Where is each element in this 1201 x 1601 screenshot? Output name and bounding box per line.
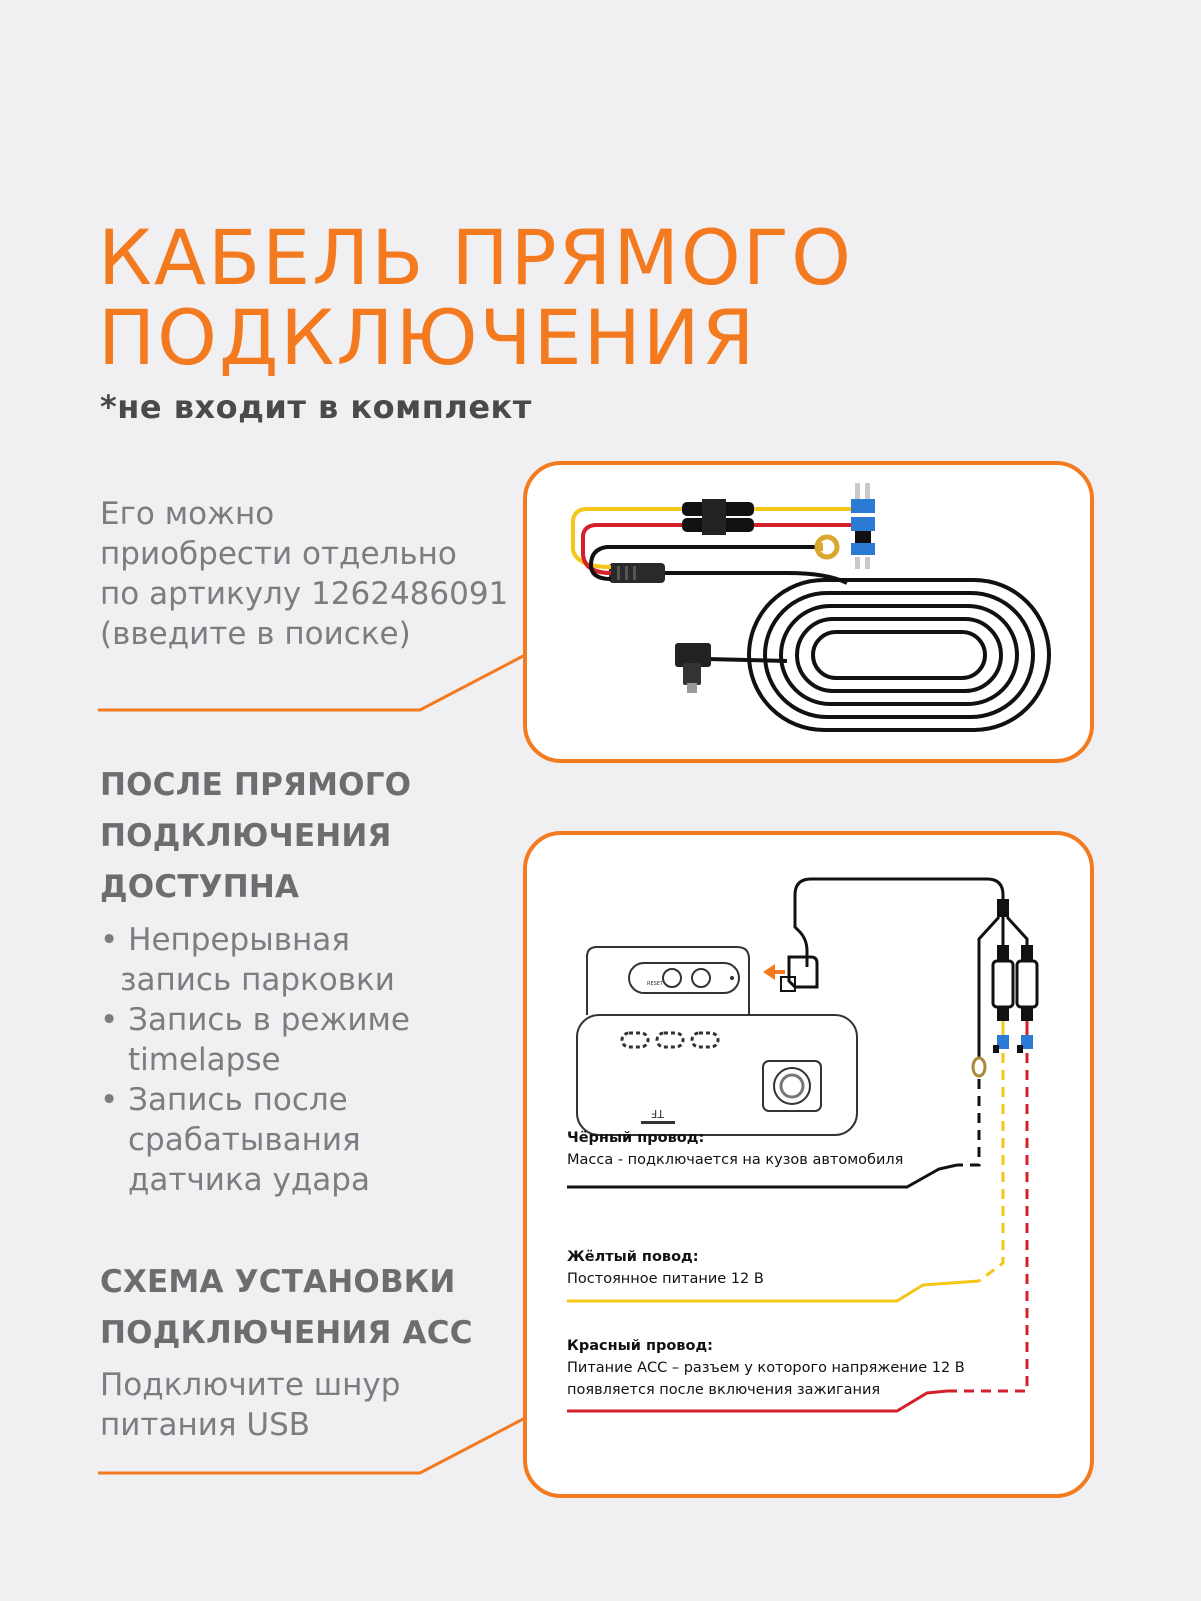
list-item-continuation: timelapse xyxy=(128,1042,281,1078)
list-item-continuation: запись парковки xyxy=(120,962,395,998)
usb-angle-plug-icon xyxy=(675,643,711,693)
after-connection-heading xyxy=(100,760,411,913)
features-list xyxy=(100,920,410,1200)
yellow-wire xyxy=(573,509,682,567)
yellow-wire-label xyxy=(567,1246,764,1290)
not-included-note: *не входит в комплект xyxy=(100,388,532,426)
black-wire xyxy=(957,1079,979,1165)
cable-coil xyxy=(749,580,1049,730)
description-line-4: (введите в поиске) xyxy=(100,616,411,652)
description-line-1: Его можно xyxy=(100,496,275,532)
list-item: • Непрерывная xyxy=(100,922,350,958)
tf-slot-label: TF xyxy=(650,1107,664,1120)
connector-plug-icon xyxy=(609,563,665,583)
scheme-heading-line-2: ПОДКЛЮЧЕНИЯ ACC xyxy=(100,1315,473,1351)
hardwire-cable-illustration xyxy=(527,465,1090,759)
camera-lens-icon xyxy=(774,1068,810,1104)
after-heading-line-2: ПОДКЛЮЧЕНИЯ xyxy=(100,818,392,854)
ground-ring-terminal-icon xyxy=(815,537,837,557)
usb-angle-plug-icon xyxy=(781,957,817,991)
black-wire-desc: Масса - подключается на кузов автомобиля xyxy=(567,1152,904,1168)
ground-ring-terminal-icon xyxy=(973,1020,985,1076)
red-wire-desc-1: Питание АСС – разъем у которого напряжение 12 В xyxy=(567,1360,965,1376)
scheme-description xyxy=(100,1365,400,1445)
list-item-continuation: срабатывания xyxy=(128,1122,361,1158)
list-item: • Запись после xyxy=(100,1082,348,1118)
red-wire-desc-2: появляется после включения зажигания xyxy=(567,1382,881,1398)
red-wire-label xyxy=(567,1335,965,1401)
yellow-wire-desc: Постоянное питание 12 В xyxy=(567,1271,764,1287)
yellow-wire xyxy=(979,1053,1003,1281)
title-line-2: ПОДКЛЮЧЕНИЯ xyxy=(98,293,757,382)
description-line-2: приобрести отдельно xyxy=(100,536,457,572)
title-line-1: КАБЕЛЬ ПРЯМОГО xyxy=(98,213,853,302)
scheme-heading-line-1: СХЕМА УСТАНОВКИ xyxy=(100,1264,456,1300)
list-item-continuation: датчика удара xyxy=(128,1162,370,1198)
scheme-heading xyxy=(100,1257,473,1359)
installation-scheme-card xyxy=(523,831,1094,1498)
speaker-holes xyxy=(622,1033,718,1047)
scheme-text-line-2: питания USB xyxy=(100,1407,311,1443)
leader-line-cable xyxy=(98,655,525,710)
after-heading-line-1: ПОСЛЕ ПРЯМОГО xyxy=(100,767,412,803)
after-heading-line-3: ДОСТУПНА xyxy=(100,869,300,905)
fuse-tap-icon xyxy=(993,1035,1033,1053)
fuse-tap-icon xyxy=(851,483,875,569)
yellow-wire-title: Жёлтый повод: xyxy=(567,1249,699,1265)
description-line-3: по артикулу 1262486091 xyxy=(100,576,509,612)
reset-label: RESET xyxy=(647,981,664,987)
red-wire-title: Красный провод: xyxy=(567,1338,713,1354)
scheme-text-line-1: Подключите шнур xyxy=(100,1367,401,1403)
cable-image-card xyxy=(523,461,1094,763)
fuse-holder-icon xyxy=(682,499,754,535)
black-wire-title: Чёрный провод: xyxy=(567,1130,705,1146)
list-item: • Запись в режиме xyxy=(100,1002,410,1038)
black-wire-label xyxy=(567,1127,903,1171)
fuse-icon xyxy=(993,945,1037,1021)
